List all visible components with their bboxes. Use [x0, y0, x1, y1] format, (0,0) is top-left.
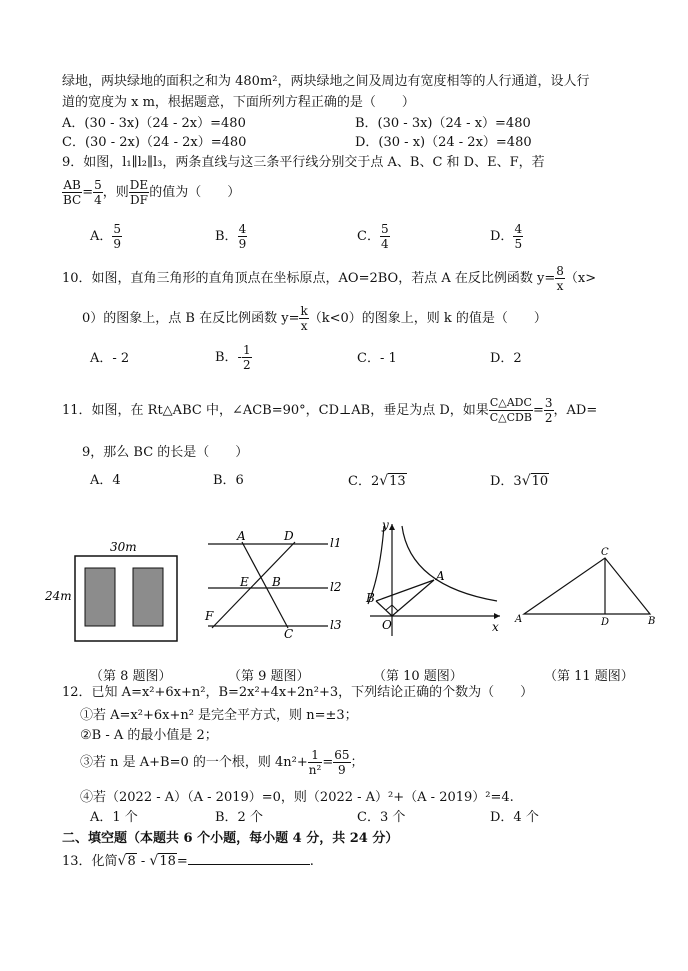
fig8-lawn-left [85, 568, 115, 626]
q12-item3 [80, 748, 364, 778]
fig9-label-l2: l2 [330, 580, 342, 594]
q10-option-a: A．- 2 [90, 351, 130, 366]
fig10-y-arrow [389, 524, 395, 530]
radicand: 10 [531, 474, 549, 489]
opt-label: D． [490, 229, 514, 244]
sqrt: √13 [379, 473, 406, 489]
frac-den: 4 [94, 193, 102, 207]
frac-den: 4 [380, 237, 389, 251]
fig9-label-l3: l3 [330, 618, 342, 632]
frac-den: x [556, 279, 564, 293]
fig11-label-a: A [515, 614, 523, 625]
fig11-label-d: D [601, 617, 610, 628]
q10-line2-pre: 0）的图象上，点 B 在反比例函数 y= [82, 311, 300, 326]
q9-option-a [90, 222, 122, 252]
q12-item3-post: ； [350, 755, 364, 770]
q10-line1 [62, 264, 596, 294]
q9-option-c [357, 222, 390, 252]
radicand: 13 [389, 474, 406, 489]
sqrt: √18 [149, 853, 176, 869]
q11-frac-perimeters [489, 396, 533, 425]
q11-frac-3-2 [544, 396, 554, 425]
fig9-label-l1: l1 [330, 536, 342, 550]
q10-frac-k-x [299, 304, 308, 333]
frac-den: 5 [514, 237, 523, 251]
fig9-label-f: F [205, 609, 214, 623]
figure-10 [362, 516, 512, 644]
fig10-segment-ab [376, 580, 434, 601]
q9-mid: ，则 [102, 185, 129, 200]
q10-line2 [82, 304, 547, 334]
frac-den: n² [308, 763, 322, 777]
q12-option-b: B．2 个 [215, 810, 263, 825]
q9-eq: = [82, 185, 94, 200]
fig10-label-a: A [436, 569, 445, 583]
q11-line1-post: ，AD= [553, 403, 598, 418]
fig10-caption: （第 10 题图） [373, 669, 463, 684]
fig10-label-b: B [366, 591, 375, 605]
radicand: 18 [159, 854, 176, 869]
figure-11 [510, 546, 660, 628]
q12-option-c: C．3 个 [357, 810, 406, 825]
q9-line2 [62, 178, 240, 208]
frac-num: 4 [238, 222, 247, 236]
fig11-label-b: B [648, 616, 656, 627]
frac-num: C△ADC [489, 396, 532, 409]
q13-post: = [176, 854, 188, 869]
q10-line1-post: （x> [564, 271, 597, 286]
fig10-curve-y-8-over-x [402, 526, 497, 601]
fig9-transversal-def [212, 542, 295, 628]
fig11-triangle-abc [524, 558, 650, 614]
frac-den: 9 [238, 237, 247, 251]
q9-frac-ab-bc [62, 178, 82, 207]
frac-num: 1 [242, 343, 251, 357]
q11-option-b: B．6 [213, 473, 244, 488]
frac-num: 5 [113, 222, 122, 236]
q10-option-b [215, 343, 252, 373]
q12-item4: ④若（2022 - A）（A - 2019）=0，则（2022 - A）²+（A - 2019）²=4. [80, 790, 514, 805]
q10-frac-8-x [555, 264, 565, 293]
fig9-label-d: D [284, 529, 294, 543]
frac-num: 5 [94, 178, 102, 192]
frac-den: 2 [544, 411, 553, 425]
q11-option-d [490, 472, 549, 491]
fig10-label-x: x [492, 620, 499, 634]
q11-eq: = [532, 403, 544, 418]
figure-8 [45, 538, 185, 648]
frac-den: x [300, 319, 308, 333]
frac-den: C△CDB [489, 411, 532, 424]
fig10-x-arrow [494, 613, 500, 619]
fig10-segment-ob [376, 601, 392, 616]
q9-option-b [215, 222, 247, 252]
frac-num: AB [63, 178, 81, 192]
fig9-caption: （第 9 题图） [228, 669, 310, 684]
q8-option-d: D．(30 - x)（24 - 2x）=480 [355, 135, 532, 150]
q10-line1-pre: 10．如图，直角三角形的直角顶点在坐标原点，AO=2BO，若点 A 在反比例函数 y= [62, 271, 556, 286]
frac-num: DE [129, 178, 149, 192]
q9-frac-de-df [129, 178, 149, 207]
q12-item3-frac-1-n2 [308, 748, 323, 777]
q11-option-a: A．4 [90, 473, 121, 488]
opt-label: B．- [215, 350, 242, 365]
opt-label: B． [215, 229, 238, 244]
fig11-label-c: C [601, 547, 609, 558]
q9-option-d [490, 222, 523, 252]
fig9-label-e: E [240, 575, 249, 589]
fig9-transversal-abc [242, 542, 288, 628]
frac-den: 9 [113, 237, 122, 251]
q10-option-c: C．- 1 [357, 351, 397, 366]
frac-den: 9 [338, 763, 346, 777]
opt-frac [513, 222, 523, 251]
q9-tail: 的值为（ ） [149, 185, 241, 200]
q13-pre: 13．化简 [62, 854, 118, 869]
fig10-label-y: y [382, 518, 389, 532]
fig8-side-label: 24m [45, 589, 72, 603]
q12-line1: 12．已知 A=x²+6x+n²，B=2x²+4x+2n²+3，下列结论正确的个数为（ ） [62, 685, 534, 700]
fig9-label-b: B [272, 575, 281, 589]
opt-frac [112, 222, 122, 251]
q8-option-b: B．(30 - 3x)（24 - x）=480 [355, 116, 531, 131]
figure-9 [200, 528, 350, 643]
q13-answer-blank[interactable] [188, 852, 310, 865]
q10-option-d: D．2 [490, 351, 522, 366]
fig8-lawn-right [133, 568, 163, 626]
q13-end: . [309, 854, 314, 869]
q9-line1: 9．如图，l₁∥l₂∥l₃，两条直线与这三条平行线分别交于点 A、B、C 和 D、E、F，若 [62, 155, 545, 170]
q12-item3-frac-65-9 [333, 748, 350, 777]
frac-num: 1 [308, 748, 323, 763]
sqrt: √10 [521, 473, 549, 489]
section-2-heading: 二、填空题（本题共 6 个小题，每小题 4 分，共 24 分） [62, 831, 399, 846]
opt-label: D．3 [490, 474, 522, 489]
frac-num: 5 [380, 222, 389, 236]
radicand: 8 [127, 854, 136, 869]
opt-label: C．2 [348, 474, 380, 489]
q12-option-d: D．4 个 [490, 810, 539, 825]
frac-den: 2 [242, 358, 251, 372]
q12-item3-pre: ③若 n 是 A+B=0 的一个根，则 4n²+ [80, 755, 308, 770]
q13-line [62, 852, 314, 871]
frac-den: DF [130, 193, 148, 207]
q11-line1-pre: 11．如图，在 Rt△ABC 中，∠ACB=90°，CD⊥AB，垂足为点 D，如果 [62, 403, 489, 418]
q12-option-a: A．1 个 [90, 810, 138, 825]
sqrt: √8 [117, 853, 136, 869]
opt-frac [242, 343, 252, 372]
frac-num: 8 [556, 264, 564, 278]
opt-frac [380, 222, 390, 251]
q11-line2: 9，那么 BC 的长是（ ） [82, 445, 249, 460]
q8-line2: 道的宽度为 x m，根据题意，下面所列方程正确的是（ ） [62, 95, 415, 110]
q11-option-c [348, 472, 407, 491]
frac-num: 3 [544, 396, 553, 410]
fig8-top-label: 30m [110, 540, 137, 554]
q12-item3-eq: = [322, 755, 334, 770]
fig10-label-o: O [382, 618, 392, 632]
frac-num: k [300, 304, 308, 318]
opt-frac [238, 222, 248, 251]
q8-option-a: A．(30 - 3x)（24 - 2x）=480 [62, 116, 246, 131]
frac-num: 65 [334, 748, 350, 762]
fig9-label-c: C [284, 627, 294, 641]
fig9-label-a: A [237, 529, 246, 543]
q9-frac-5-4 [93, 178, 103, 207]
q8-line1: 绿地，两块绿地的面积之和为 480m²，两块绿地之间及周边有宽度相等的人行通道，设人行 [62, 74, 590, 89]
q13-minus: - [136, 854, 150, 869]
opt-label: A． [90, 229, 113, 244]
q10-line2-post: （k<0）的图象上，则 k 的值是（ ） [308, 311, 547, 326]
fig8-caption: （第 8 题图） [90, 669, 172, 684]
opt-label: C． [357, 229, 380, 244]
fig11-caption: （第 11 题图） [544, 669, 634, 684]
frac-den: BC [63, 193, 82, 207]
q8-option-c: C．(30 - 2x)（24 - 2x）=480 [62, 135, 247, 150]
q12-item1: ①若 A=x²+6x+n² 是完全平方式，则 n=±3； [80, 708, 358, 723]
frac-num: 4 [514, 222, 523, 236]
q12-item2: ②B - A 的最小值是 2； [80, 728, 218, 743]
q11-line1 [62, 396, 597, 426]
